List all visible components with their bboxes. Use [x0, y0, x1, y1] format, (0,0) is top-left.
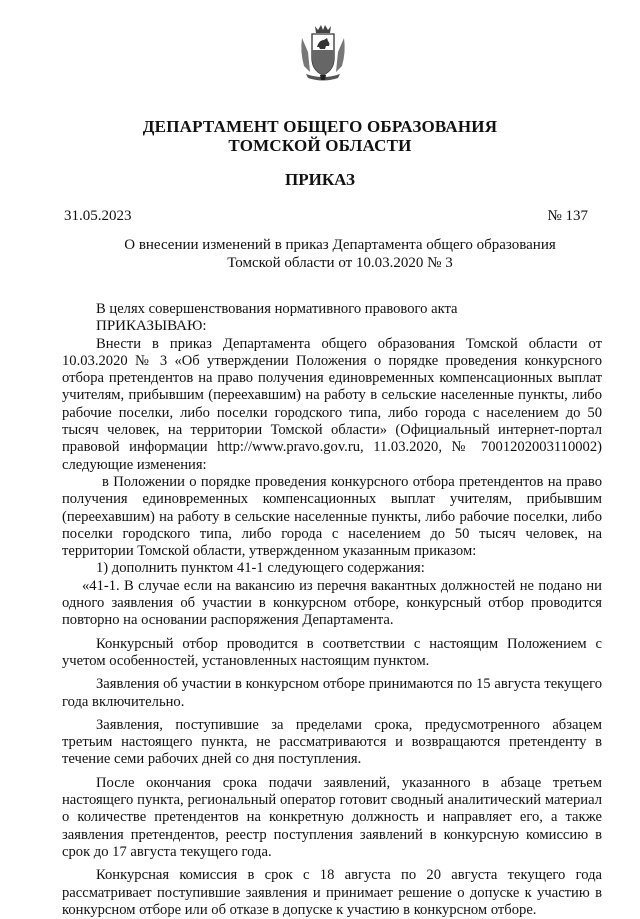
order-number: № 137 — [547, 208, 588, 224]
paragraph-amendment: Внести в приказ Департамента общего образования Томской области от 10.03.2020 № 3 «Об утверждении Положения о порядке проведения конкурсного отбора претендентов на право получения единовременных компенсационных выплат учителям, прибывшим (переехавшим) на работу в сельские населенные пункты, либо рабочие поселки, либо поселки городского типа, либо города с населением до 50 тысяч человек, на территории Томской области» (Официальный интернет-портал правовой информации http://www.pravo.gov.ru, 11.03.2020, № 7001202003110002) следующие изменения: — [62, 335, 602, 473]
paragraph-regional-operator: После окончания срока подачи заявлений, указанного в абзаце третьем настоящего пункта, региональный оператор готовит сводный аналитический материал о количестве претендентов на конкретную должность и направляет его, а также заявления претендентов, реестр поступления заявлений в конкурсную комиссию в срок до 17 августа текущего года. — [62, 774, 602, 860]
order-subject-line2: Томской области от 10.03.2020 № 3 — [227, 255, 453, 271]
department-name-line1: ДЕПАРТАМЕНТ ОБЩЕГО ОБРАЗОВАНИЯ — [142, 117, 498, 136]
order-subject-line1: О внесении изменений в приказ Департамента общего образования — [124, 237, 556, 253]
order-body — [62, 301, 602, 919]
paragraph-item-1: 1) дополнить пунктом 41-1 следующего содержания: — [96, 560, 425, 577]
paragraph-regulation: в Положении о порядке проведения конкурсного отбора претендентов на право получения единовременных компенсационных выплат учителям, прибывшим (переехавшим) на работу в сельские населенные пункты, либо рабочие поселки, либо поселки городского типа, либо города с населением до 50 тысяч человек, на территории Томской области, утвержденном указанным приказом: — [62, 473, 602, 560]
paragraph-41-1: «41-1. В случае если на вакансию из перечня вакантных должностей не подано ни одного заявления об участии в конкурсном отборе, конкурсный отбор проводится повторно на основании распоряжения Департамента. — [62, 577, 602, 629]
paragraph-selection-procedure: Конкурсный отбор проводится в соответствии с настоящим Положением с учетом особенностей, установленных настоящим пунктом. — [62, 635, 602, 669]
paragraph-application-deadline: Заявления об участии в конкурсном отборе принимаются по 15 августа текущего года включительно. — [62, 676, 602, 710]
department-name-line2: ТОМСКОЙ ОБЛАСТИ — [228, 136, 412, 155]
paragraph-order-word: ПРИКАЗЫВАЮ: — [96, 318, 207, 335]
order-subject — [100, 236, 580, 272]
document-type-title: ПРИКАЗ — [285, 170, 355, 189]
order-date: 31.05.2023 — [64, 208, 132, 224]
tomsk-oblast-coat-of-arms-icon — [298, 22, 348, 82]
paragraph-purpose: В целях совершенствования нормативного правового акта — [96, 301, 458, 317]
paragraph-late-applications: Заявления, поступившие за пределами срока, предусмотренного абзацем третьим настоящего пункта, не рассматриваются и возвращаются претенденту в течение семи рабочих дней со дня поступления. — [62, 716, 602, 768]
paragraph-commission: Конкурсная комиссия в срок с 18 августа по 20 августа текущего года рассматривает поступившие заявления и принимает решение о допуске к участию в конкурсном отборе или об отказе в допуске к участию в конкурсном отборе. — [62, 867, 602, 918]
